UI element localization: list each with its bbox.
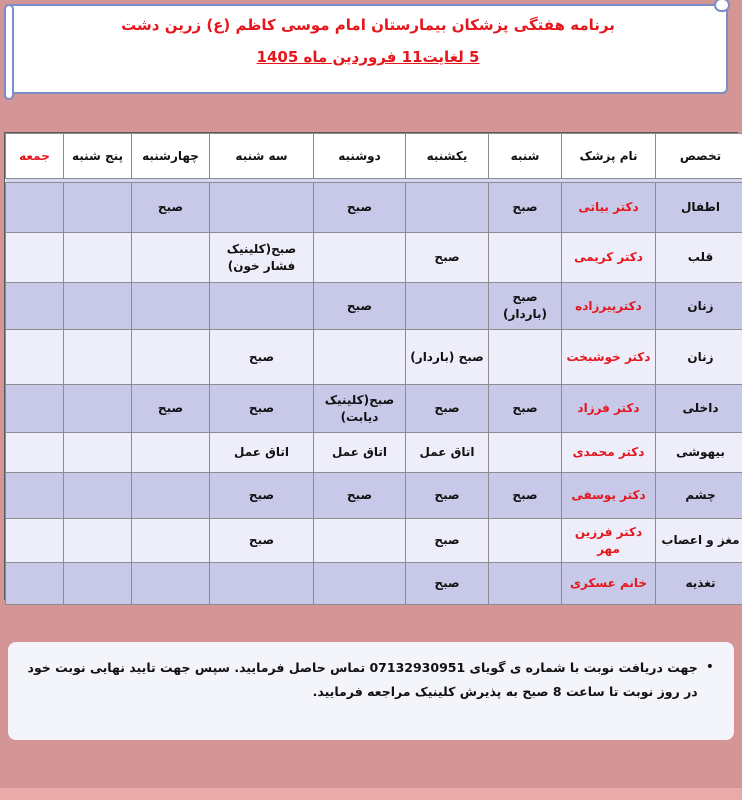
- schedule-cell: [6, 183, 64, 233]
- specialty-cell: چشم: [656, 473, 742, 519]
- schedule-cell: صبح: [210, 519, 314, 563]
- scroll-curl-right: [714, 0, 730, 12]
- schedule-cell: صبح: [314, 183, 406, 233]
- page-title: برنامه هفتگی پزشکان بیمارستان امام موسی کاظم (ع) زرین دشت: [121, 16, 615, 34]
- schedule-cell: [489, 563, 562, 605]
- schedule-cell: [132, 519, 210, 563]
- schedule-cell: صبح: [489, 183, 562, 233]
- schedule-cell: صبح (باردار): [406, 330, 489, 385]
- schedule-cell: صبح (باردار): [489, 283, 562, 330]
- schedule-cell: [132, 233, 210, 283]
- schedule-cell: [6, 283, 64, 330]
- schedule-cell: [489, 433, 562, 473]
- schedule-cell: [210, 183, 314, 233]
- doctor-name-cell: دکترپیرزاده: [562, 283, 656, 330]
- doctor-name-cell: دکتر یوسفی: [562, 473, 656, 519]
- schedule-cell: اتاق عمل: [210, 433, 314, 473]
- schedule-cell: [132, 563, 210, 605]
- schedule-cell: صبح: [314, 283, 406, 330]
- schedule-cell: صبح(کلینیک دیابت): [314, 385, 406, 433]
- table-row: [6, 433, 742, 473]
- header-banner: [8, 4, 728, 94]
- specialty-cell: قلب: [656, 233, 742, 283]
- notice-text: جهت دریافت نوبت با شماره ی گویای 07132930951 تماس حاصل فرمایید. سپس جهت تایید نهایی نوبت خود در روز نوبت تا ساعت 8 صبح به پذیرش کلینیک مراجعه فرمایید.: [27, 660, 698, 699]
- column-header-doctor: نام پزشک: [562, 134, 656, 179]
- table-header-row: [6, 134, 742, 179]
- schedule-cell: صبح: [210, 473, 314, 519]
- schedule-cell: [6, 233, 64, 283]
- schedule-cell: [6, 563, 64, 605]
- column-header-tuesday: سه شنبه: [210, 134, 314, 179]
- schedule-cell: صبح: [406, 563, 489, 605]
- column-header-wednesday: چهارشنبه: [132, 134, 210, 179]
- schedule-cell: صبح: [132, 183, 210, 233]
- table-row: [6, 519, 742, 563]
- schedule-cell: [489, 519, 562, 563]
- schedule-table: [5, 133, 742, 605]
- doctor-name-cell: خانم عسکری: [562, 563, 656, 605]
- schedule-cell: اتاق عمل: [314, 433, 406, 473]
- column-header-saturday: شنبه: [489, 134, 562, 179]
- schedule-cell: [210, 283, 314, 330]
- bullet-icon: •: [705, 659, 714, 675]
- schedule-cell: صبح: [132, 385, 210, 433]
- page-subtitle: 5 لغایت11 فروردین ماه 1405: [256, 48, 480, 66]
- schedule-cell: اتاق عمل: [406, 433, 489, 473]
- schedule-cell: [64, 233, 132, 283]
- table-row: [6, 330, 742, 385]
- table-row: [6, 385, 742, 433]
- schedule-cell: صبح: [406, 385, 489, 433]
- schedule-cell: [132, 283, 210, 330]
- schedule-cell: [314, 233, 406, 283]
- schedule-cell: [6, 473, 64, 519]
- schedule-cell: [64, 473, 132, 519]
- notice-box: [8, 642, 734, 740]
- schedule-cell: [6, 433, 64, 473]
- specialty-cell: زنان: [656, 283, 742, 330]
- schedule-cell: [64, 330, 132, 385]
- schedule-cell: صبح: [489, 385, 562, 433]
- doctor-name-cell: دکتر کریمی: [562, 233, 656, 283]
- schedule-cell: [314, 519, 406, 563]
- schedule-cell: صبح: [406, 519, 489, 563]
- column-header-monday: دوشنبه: [314, 134, 406, 179]
- column-header-sunday: یکشنبه: [406, 134, 489, 179]
- schedule-cell: [64, 519, 132, 563]
- schedule-cell: صبح: [406, 233, 489, 283]
- schedule-cell: [64, 183, 132, 233]
- schedule-cell: صبح: [406, 473, 489, 519]
- schedule-cell: [132, 330, 210, 385]
- table-row: [6, 283, 742, 330]
- table-row: [6, 473, 742, 519]
- schedule-cell: [64, 283, 132, 330]
- schedule-cell: [6, 330, 64, 385]
- column-header-specialty: تخصص: [656, 134, 742, 179]
- schedule-cell: [489, 330, 562, 385]
- schedule-cell: [406, 183, 489, 233]
- schedule-cell: [314, 563, 406, 605]
- doctor-name-cell: دکتر فرزین مهر: [562, 519, 656, 563]
- schedule-cell: [64, 563, 132, 605]
- column-header-friday: جمعه: [6, 134, 64, 179]
- specialty-cell: داخلی: [656, 385, 742, 433]
- schedule-cell: [210, 563, 314, 605]
- schedule-cell: صبح: [489, 473, 562, 519]
- column-header-thursday: پنج شنبه: [64, 134, 132, 179]
- schedule-cell: [132, 473, 210, 519]
- schedule-cell: [6, 385, 64, 433]
- doctor-name-cell: دکتر خوشبخت: [562, 330, 656, 385]
- bottom-bar: [0, 788, 742, 800]
- schedule-cell: صبح: [210, 385, 314, 433]
- specialty-cell: تغذیه: [656, 563, 742, 605]
- doctor-name-cell: دکتر محمدی: [562, 433, 656, 473]
- table-row: [6, 563, 742, 605]
- table-row: [6, 183, 742, 233]
- schedule-cell: [406, 283, 489, 330]
- schedule-cell: صبح: [210, 330, 314, 385]
- table-body: [6, 183, 742, 605]
- specialty-cell: اطفال: [656, 183, 742, 233]
- specialty-cell: زنان: [656, 330, 742, 385]
- schedule-cell: [489, 233, 562, 283]
- schedule-cell: صبح: [314, 473, 406, 519]
- schedule-table-container: [4, 132, 738, 600]
- specialty-cell: بیهوشی: [656, 433, 742, 473]
- doctor-name-cell: دکتر فرزاد: [562, 385, 656, 433]
- schedule-cell: صبح(کلینیک فشار خون): [210, 233, 314, 283]
- schedule-cell: [64, 385, 132, 433]
- doctor-name-cell: دکتر بیاتی: [562, 183, 656, 233]
- schedule-cell: [132, 433, 210, 473]
- schedule-cell: [6, 519, 64, 563]
- schedule-cell: [314, 330, 406, 385]
- table-row: [6, 233, 742, 283]
- specialty-cell: مغز و اعصاب: [656, 519, 742, 563]
- schedule-cell: [64, 433, 132, 473]
